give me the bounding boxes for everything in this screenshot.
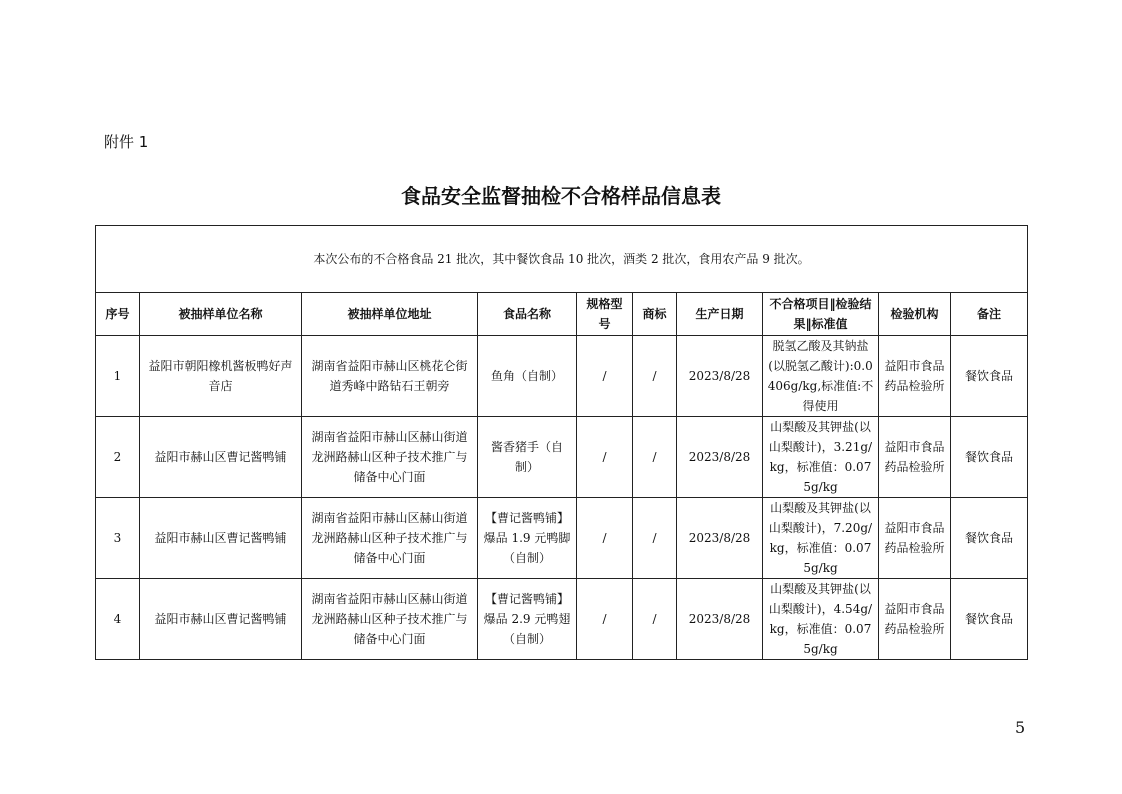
cell-brand: / bbox=[633, 417, 677, 498]
cell-inspection-agency: 益阳市食品药品检验所 bbox=[879, 336, 951, 417]
cell-inspection-agency: 益阳市食品药品检验所 bbox=[879, 579, 951, 660]
cell-unit-address: 湖南省益阳市赫山区桃花仑街道秀峰中路钻石王朝旁 bbox=[302, 336, 478, 417]
cell-production-date: 2023/8/28 bbox=[677, 417, 763, 498]
cell-spec-model: / bbox=[577, 579, 633, 660]
cell-production-date: 2023/8/28 bbox=[677, 579, 763, 660]
header-food-name: 食品名称 bbox=[478, 293, 577, 336]
cell-food-name: 【曹记酱鸭铺】爆品 1.9 元鸭脚（自制） bbox=[478, 498, 577, 579]
summary-text: 本次公布的不合格食品 21 批次，其中餐饮食品 10 批次，酒类 2 批次，食用农产品 9 批次。 bbox=[96, 226, 1028, 293]
cell-remarks: 餐饮食品 bbox=[951, 336, 1028, 417]
header-seq: 序号 bbox=[96, 293, 140, 336]
table-row bbox=[96, 579, 1028, 660]
cell-unit-address: 湖南省益阳市赫山区赫山街道龙洲路赫山区种子技术推广与储备中心门面 bbox=[302, 417, 478, 498]
header-spec-model: 规格型号 bbox=[577, 293, 633, 336]
page-title: 食品安全监督抽检不合格样品信息表 bbox=[401, 184, 721, 208]
cell-unit-name: 益阳市赫山区曹记酱鸭铺 bbox=[140, 579, 302, 660]
cell-unit-name: 益阳市赫山区曹记酱鸭铺 bbox=[140, 498, 302, 579]
cell-spec-model: / bbox=[577, 417, 633, 498]
header-remarks: 备注 bbox=[951, 293, 1028, 336]
cell-seq: 4 bbox=[96, 579, 140, 660]
cell-unit-address: 湖南省益阳市赫山区赫山街道龙洲路赫山区种子技术推广与储备中心门面 bbox=[302, 498, 478, 579]
cell-seq: 1 bbox=[96, 336, 140, 417]
cell-nonconforming: 山梨酸及其钾盐(以山梨酸计)，7.20g/kg，标准值：0.075g/kg bbox=[763, 498, 879, 579]
nonconforming-samples-table bbox=[95, 225, 1028, 660]
cell-food-name: 酱香猪手（自制） bbox=[478, 417, 577, 498]
header-production-date: 生产日期 bbox=[677, 293, 763, 336]
header-unit-address: 被抽样单位地址 bbox=[302, 293, 478, 336]
header-unit-name: 被抽样单位名称 bbox=[140, 293, 302, 336]
cell-food-name: 鱼角（自制） bbox=[478, 336, 577, 417]
cell-seq: 2 bbox=[96, 417, 140, 498]
cell-seq: 3 bbox=[96, 498, 140, 579]
cell-nonconforming: 山梨酸及其钾盐(以山梨酸计)，3.21g/kg，标准值：0.075g/kg bbox=[763, 417, 879, 498]
attachment-label: 附件 1 bbox=[104, 133, 149, 151]
cell-nonconforming: 脱氢乙酸及其钠盐(以脱氢乙酸计):0.0406g/kg,标准值:不得使用 bbox=[763, 336, 879, 417]
header-nonconforming: 不合格项目‖检验结果‖标准值 bbox=[763, 293, 879, 336]
cell-inspection-agency: 益阳市食品药品检验所 bbox=[879, 498, 951, 579]
table-row bbox=[96, 417, 1028, 498]
cell-production-date: 2023/8/28 bbox=[677, 336, 763, 417]
cell-brand: / bbox=[633, 336, 677, 417]
cell-inspection-agency: 益阳市食品药品检验所 bbox=[879, 417, 951, 498]
cell-brand: / bbox=[633, 498, 677, 579]
cell-spec-model: / bbox=[577, 498, 633, 579]
table-header-row bbox=[96, 293, 1028, 336]
header-brand: 商标 bbox=[633, 293, 677, 336]
cell-food-name: 【曹记酱鸭铺】爆品 2.9 元鸭翅（自制） bbox=[478, 579, 577, 660]
table-row bbox=[96, 498, 1028, 579]
cell-remarks: 餐饮食品 bbox=[951, 498, 1028, 579]
cell-production-date: 2023/8/28 bbox=[677, 498, 763, 579]
cell-remarks: 餐饮食品 bbox=[951, 417, 1028, 498]
cell-remarks: 餐饮食品 bbox=[951, 579, 1028, 660]
cell-spec-model: / bbox=[577, 336, 633, 417]
cell-brand: / bbox=[633, 579, 677, 660]
cell-unit-name: 益阳市赫山区曹记酱鸭铺 bbox=[140, 417, 302, 498]
cell-unit-name: 益阳市朝阳橡机酱板鸭好声音店 bbox=[140, 336, 302, 417]
cell-nonconforming: 山梨酸及其钾盐(以山梨酸计)，4.54g/kg，标准值：0.075g/kg bbox=[763, 579, 879, 660]
page-number: 5 bbox=[1015, 718, 1026, 737]
table-row bbox=[96, 336, 1028, 417]
cell-unit-address: 湖南省益阳市赫山区赫山街道龙洲路赫山区种子技术推广与储备中心门面 bbox=[302, 579, 478, 660]
header-inspection-agency: 检验机构 bbox=[879, 293, 951, 336]
